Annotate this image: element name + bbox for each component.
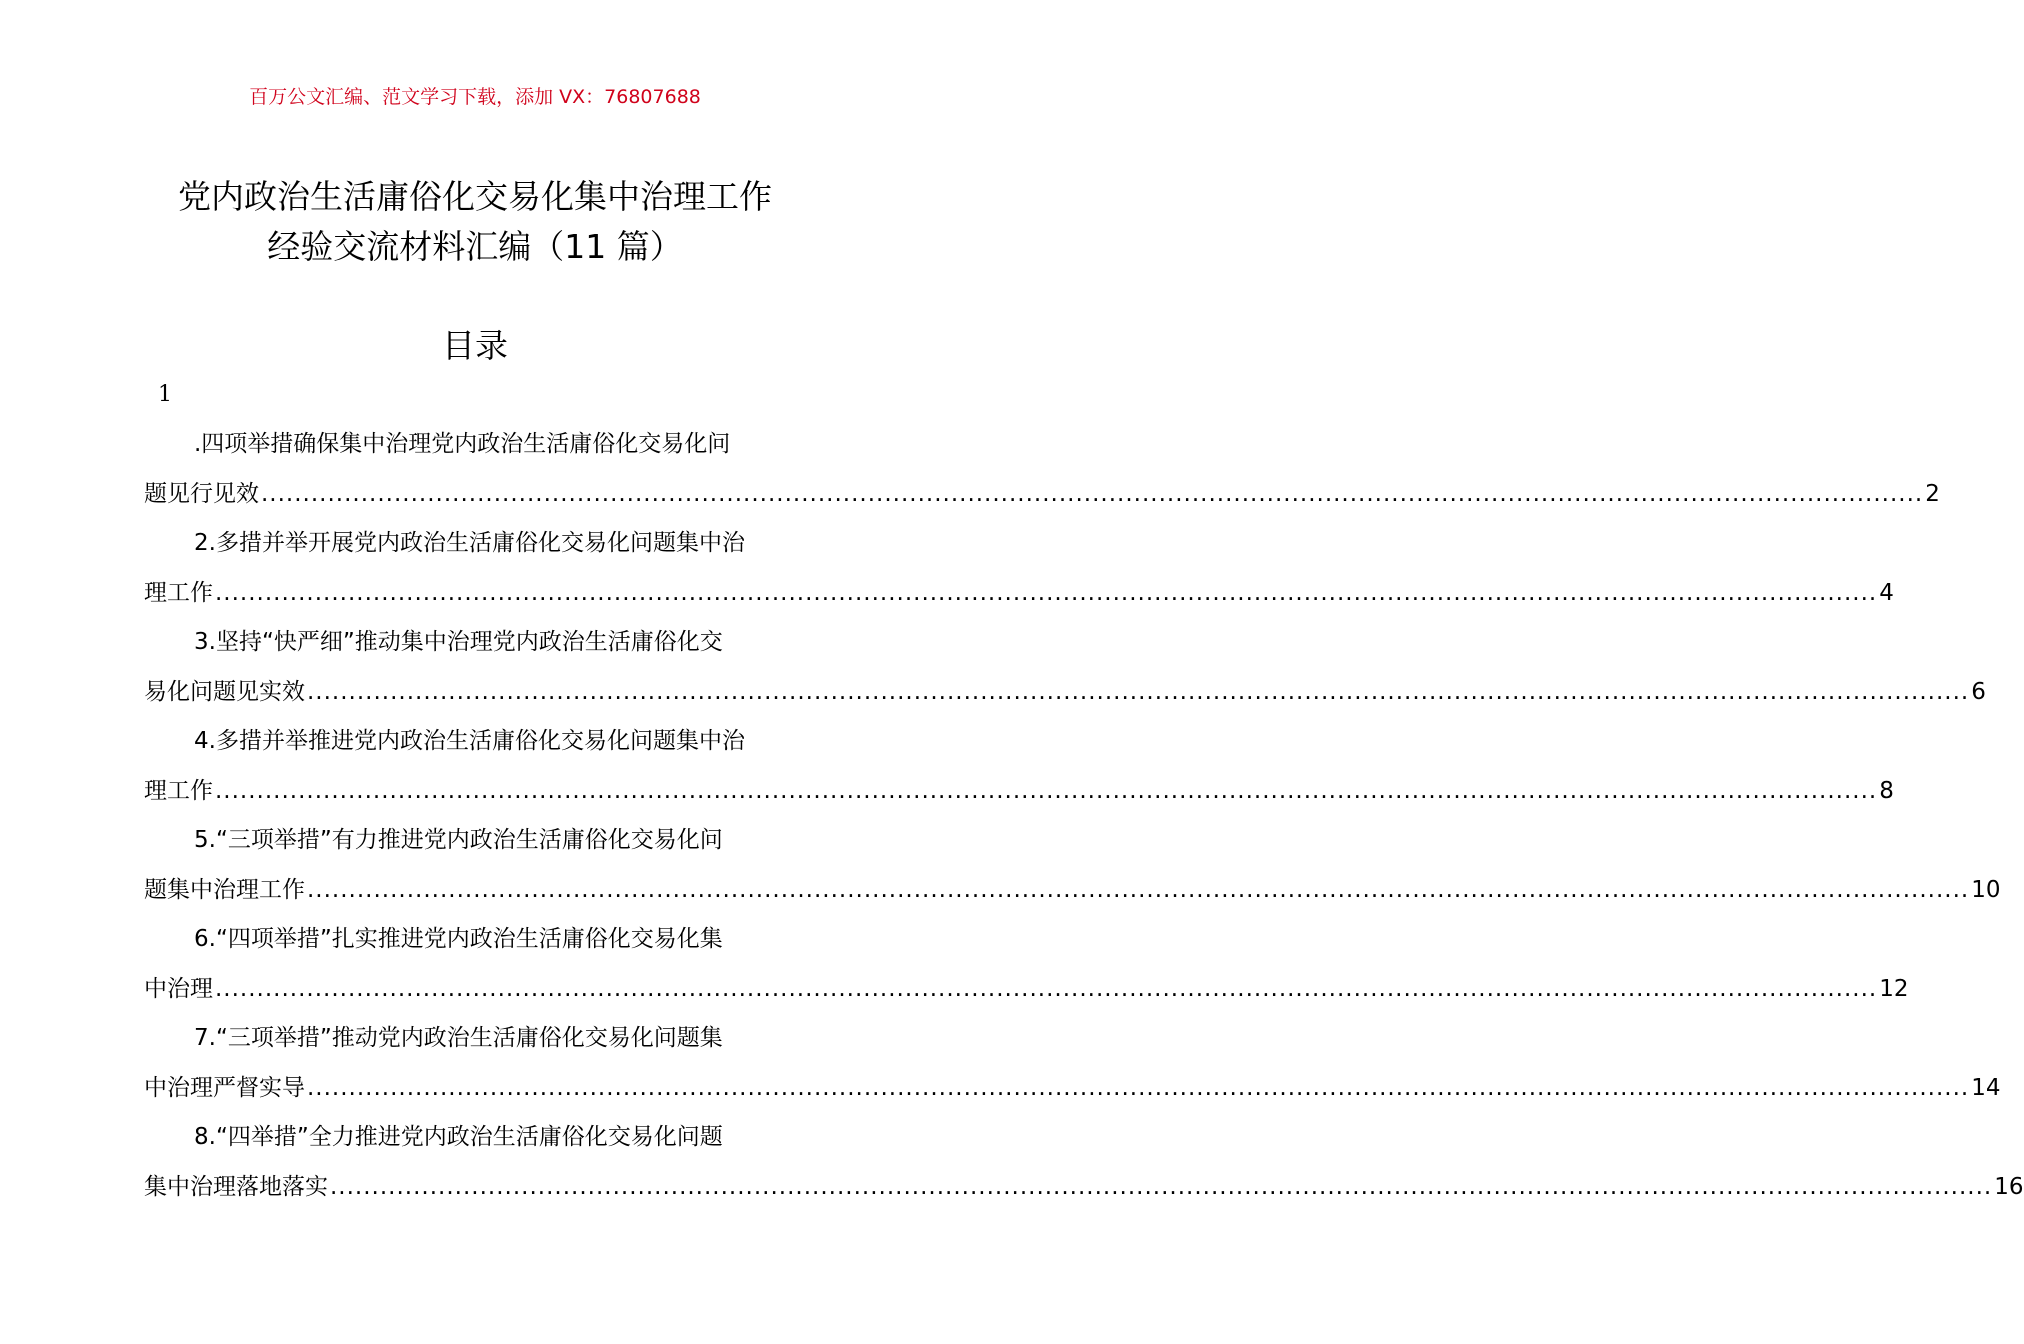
toc-entry-title-cont: 易化问题见实效 — [144, 678, 305, 705]
watermark-header: 百万公文汇编、范文学习下载，添加 VX：76807688 — [249, 86, 701, 108]
toc-entry-title: 4.多措并举推进党内政治生活庸俗化交易化问题集中治 — [194, 728, 745, 754]
toc-entry-title-cont: 集中治理落地落实 — [144, 1173, 328, 1200]
toc-entry[interactable] — [144, 816, 2001, 915]
toc-entry-page: 12 — [1879, 975, 1909, 1002]
toc-entry-page: 6 — [1971, 678, 1986, 705]
toc-entry-title-cont: 题集中治理工作 — [144, 876, 305, 903]
toc-entry-page: 14 — [1971, 1074, 2001, 1101]
title-line-2: 经验交流材料汇编（11 篇） — [267, 227, 683, 266]
title-line-1: 党内政治生活庸俗化交易化集中治理工作 — [178, 177, 772, 216]
toc-entry[interactable] — [144, 420, 1940, 519]
dot-leader: ........................................................................................................................................................................................................ — [215, 579, 1878, 606]
toc-entry[interactable] — [144, 618, 1986, 717]
toc-entry[interactable] — [144, 1014, 2001, 1113]
toc-entry-title-cont: 题见行见效 — [144, 480, 259, 507]
toc-entry-page: 16 — [1994, 1173, 2024, 1200]
toc-entry-title: 7.“三项举措”推动党内政治生活庸俗化交易化问题集 — [194, 1025, 723, 1051]
toc-entry-title: .四项举措确保集中治理党内政治生活庸俗化交易化问 — [194, 431, 731, 457]
dot-leader: ........................................................................................................................................................................................................ — [307, 678, 1970, 705]
toc-entry-page: 4 — [1879, 579, 1894, 606]
dot-leader: ........................................................................................................................................................................................................ — [307, 876, 1970, 903]
toc-heading: 目录 — [442, 326, 508, 365]
dot-leader: ........................................................................................................................................................................................................ — [261, 480, 1924, 507]
toc-entry-title: 2.多措并举开展党内政治生活庸俗化交易化问题集中治 — [194, 530, 745, 556]
toc-entry-title-cont: 理工作 — [144, 579, 213, 606]
toc-entry-title: 5.“三项举措”有力推进党内政治生活庸俗化交易化问 — [194, 827, 723, 853]
dot-leader: ........................................................................................................................................................................................................ — [215, 777, 1878, 804]
dot-leader: ........................................................................................................................................................................................................ — [330, 1173, 1993, 1200]
document-title — [60, 172, 890, 272]
toc-entry[interactable] — [144, 1113, 2024, 1212]
stray-number: 1 — [158, 382, 172, 407]
dot-leader: ........................................................................................................................................................................................................ — [307, 1074, 1970, 1101]
toc-entry-title-cont: 中治理严督实导 — [144, 1074, 305, 1101]
toc-entry-page: 2 — [1925, 480, 1940, 507]
dot-leader: ........................................................................................................................................................................................................ — [215, 975, 1878, 1002]
toc-entry[interactable] — [144, 519, 1894, 618]
toc-entry-title: 8.“四举措”全力推进党内政治生活庸俗化交易化问题 — [194, 1124, 723, 1150]
toc-entry[interactable] — [144, 717, 1894, 816]
toc-entry-title-cont: 中治理 — [144, 975, 213, 1002]
toc-entry-page: 8 — [1879, 777, 1894, 804]
table-of-contents — [144, 420, 2024, 1212]
toc-entry-page: 10 — [1971, 876, 2001, 903]
toc-entry[interactable] — [144, 915, 1909, 1014]
toc-entry-title: 6.“四项举措”扎实推进党内政治生活庸俗化交易化集 — [194, 926, 723, 952]
toc-entry-title-cont: 理工作 — [144, 777, 213, 804]
toc-entry-title: 3.坚持“快严细”推动集中治理党内政治生活庸俗化交 — [194, 629, 723, 655]
